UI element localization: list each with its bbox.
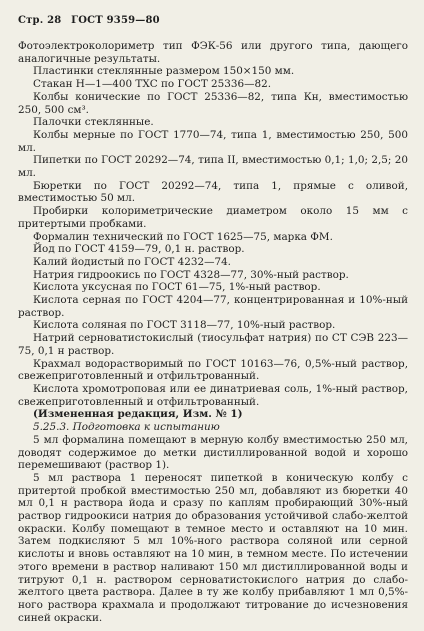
paragraph: 5 мл формалина помещают в мерную колбу вместимостью 250 мл, доводят содержимое до метки дистиллированной водой и хорошо перемешивают (раствор 1). (18, 433, 408, 472)
paragraph: Калий йодистый по ГОСТ 4232—74. (33, 255, 231, 268)
paragraph: Кислота соляная по ГОСТ 3118—77, 10%-ный раствор. (33, 319, 336, 332)
paragraph: Колбы мерные по ГОСТ 1770—74, типа 1, вместимостью 250, 500 мл. (18, 128, 408, 154)
paragraph: Пипетки по ГОСТ 20292—74, типа II, вместимостью 0,1; 1,0; 2,5; 20 мл. (18, 154, 408, 180)
paragraph: Колбы конические по ГОСТ 25336—82, типа Кн, вместимостью 250, 500 см³. (18, 90, 408, 116)
paragraph: Пробирки колориметрические диаметром около 15 мм с притертыми пробками. (18, 205, 408, 230)
paragraph: Кислота уксусная по ГОСТ 61—75, 1%-ный раствор. (33, 281, 321, 294)
paragraph: Формалин технический по ГОСТ 1625—75, марка ФМ. (33, 230, 333, 243)
paragraph: Кислота серная по ГОСТ 4204—77, концентрированная и 10%-ный раствор. (18, 294, 408, 319)
document-body (18, 40, 408, 624)
page-header (18, 15, 166, 26)
page-number: Стр. 28 (18, 15, 62, 26)
paragraph: 5.25.3. Подготовка к испытанию (33, 421, 220, 434)
paragraph: Кислота хромотроповая или ее динатриевая соль, 1%-ный раствор, свежеприготовленный и отфильтрованный. (18, 382, 408, 408)
paragraph: Натрия гидроокись по ГОСТ 4328—77, 30%-ный раствор. (33, 268, 349, 281)
paragraph: Стакан Н—1—400 ТХС по ГОСТ 25336—82. (33, 78, 272, 91)
paragraph: Палочки стеклянные. (33, 116, 154, 129)
paragraph: Бюретки по ГОСТ 20292—74, типа 1, прямые с оливой, вместимостью 50 мл. (18, 179, 408, 205)
paragraph: Пластинки стеклянные размером 150×150 мм. (33, 65, 295, 78)
paragraph: (Измененная редакция, Изм. № 1) (33, 408, 243, 421)
paragraph: 5 мл раствора 1 переносят пипеткой в коническую колбу с притертой пробкой вместимостью 250 мл, добавляют из бюретки 40 мл 0,1 н раствора йода и сразу по каплям пробирающий 30%-ный раствор гидроокиси натрия до образования устойчивой слабо-желтой окраски. Колбу помещают в темное место и оставляют на 10 мин. Затем подкисляют 5 мл 10%-ного раствора соляной или серной кислоты и вновь оставляют на 10 мин, в темном месте. По истечении этого времени в раствор наливают 150 мл дистиллированной воды и титруют 0,1 н. раствором серноватистокислого натрия до слабо-желтого цвета раствора. Далее в ту же колбу прибавляют 1 мл 0,5%-ного раствора крахмала и продолжают титрование до исчезновения синей окраски. (18, 471, 408, 624)
standard-number: ГОСТ 9359—80 (71, 15, 160, 26)
paragraph: Натрий серноватистокислый (тиосульфат натрия) по СТ СЭВ 223—75, 0,1 н раствор. (18, 332, 408, 357)
paragraph: Фотоэлектроколориметр тип ФЭК-56 или другого типа, дающего аналогичные результаты. (18, 40, 408, 65)
paragraph: Йод по ГОСТ 4159—79, 0,1 н. раствор. (33, 243, 245, 256)
paragraph: Крахмал водорастворимый по ГОСТ 10163—76, 0,5%-ный раствор, свежеприготовленный и отфильтрованный. (18, 357, 408, 383)
